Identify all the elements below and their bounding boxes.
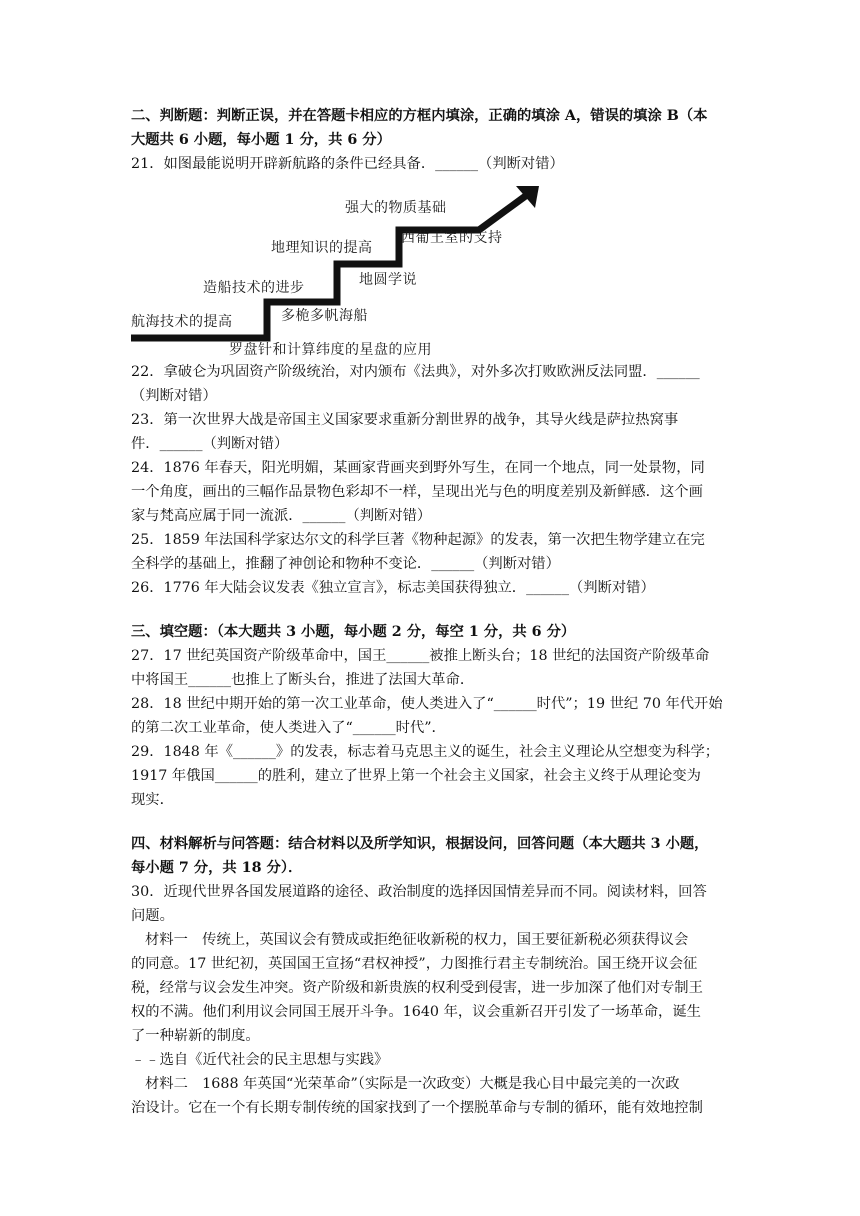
material-1-line5: 了一种崭新的制度。 xyxy=(131,1028,260,1044)
question-22-line2: （判断对错） xyxy=(131,388,217,404)
material-2-line1: 材料二 1688 年英国“光荣革命”（实际是一次政变）大概是我心目中最完美的一次政 xyxy=(145,1076,680,1092)
label-multi-mast-ships: 多桅多帆海船 xyxy=(281,308,368,324)
material-2-line2: 治设计。它在一个有长期专制传统的国家找到了一个摆脱革命与专制的循环，能有效地控制 xyxy=(131,1100,703,1116)
question-23-line2: 件．______（判断对错） xyxy=(131,436,289,452)
label-shipbuilding: 造船技术的进步 xyxy=(203,280,305,296)
question-29-line1: 29．1848 年《______》的发表，标志着马克思主义的诞生，社会主义理论从空想变为科学； xyxy=(131,744,720,760)
material-1-line4: 权的不满。他们利用议会同国王展开斗争。1640 年，议会重新召开引发了一场革命，诞生 xyxy=(131,1004,701,1020)
question-24-line1: 24．1876 年春天，阳光明媚，某画家背画夹到野外写生，在同一个地点，同一处景物，同 xyxy=(131,460,705,476)
question-28-line1: 28．18 世纪中期开始的第一次工业革命，使人类进入了“______时代”；19 世纪 70 年代开始 xyxy=(131,696,723,712)
question-28-line2: 的第二次工业革命，使人类进入了“______时代”． xyxy=(131,720,446,736)
section4-header-line1: 四、材料解析与问答题：结合材料以及所学知识，根据设问，回答问题（本大题共 3 小题， xyxy=(131,836,709,852)
question-30-line2: 问题。 xyxy=(131,908,174,924)
label-material-basis: 强大的物质基础 xyxy=(345,200,447,216)
section2-header-line2: 大题共 6 小题，每小题 1 分，共 6 分） xyxy=(131,132,391,148)
question-22-line1: 22．拿破仑为巩固资产阶级统治，对内颁布《法典》，对外多次打败欧洲反法同盟．______ xyxy=(131,364,700,380)
document-page xyxy=(131,104,731,1120)
section-gap xyxy=(131,600,731,620)
question-25-line2: 全科学的基础上，推翻了神创论和物种不变论．______（判断对错） xyxy=(131,556,560,572)
question-23-line1: 23．第一次世界大战是帝国主义国家要求重新分割世界的战争，其导火线是萨拉热窝事 xyxy=(131,412,679,428)
section2-header-line1: 二、判断题：判断正误，并在答题卡相应的方框内填涂，正确的填涂 A，错误的填涂 B（本 xyxy=(131,108,708,124)
material-1-source: ﹣﹣选自《近代社会的民主思想与实践》 xyxy=(131,1052,389,1068)
question-25-line1: 25．1859 年法国科学家达尔文的科学巨著《物种起源》的发表，第一次把生物学建立在完 xyxy=(131,532,705,548)
section3-header: 三、填空题：（本大题共 3 小题，每小题 2 分，每空 1 分，共 6 分） xyxy=(131,624,576,640)
question-26: 26．1776 年大陆会议发表《独立宣言》，标志美国获得独立．______（判断对错） xyxy=(131,580,655,596)
label-navigation-tech: 航海技术的提高 xyxy=(131,314,233,330)
material-1-line1: 材料一 传统上，英国议会有赞成或拒绝征收新税的权力，国王要征新税必须获得议会 xyxy=(145,932,689,948)
label-compass-astrolabe: 罗盘针和计算纬度的星盘的应用 xyxy=(229,342,432,358)
section-gap xyxy=(131,812,731,832)
question-29-line2: 1917 年俄国______的胜利，建立了世界上第一个社会主义国家，社会主义终于从理论变为 xyxy=(131,768,701,784)
label-royal-support: 西葡王室的支持 xyxy=(401,230,503,246)
staircase-figure xyxy=(131,178,551,360)
question-24-line2: 一个角度，画出的三幅作品景物色彩却不一样，呈现出光与色的明度差别及新鲜感．这个画 xyxy=(131,484,703,500)
material-1-line3: 税，经常与议会发生冲突。资产阶级和新贵族的权利受到侵害，进一步加深了他们对专制王 xyxy=(131,980,703,996)
question-27-line2: 中将国王______也推上了断头台，推进了法国大革命． xyxy=(131,672,475,688)
question-27-line1: 27．17 世纪英国资产阶级革命中，国王______被推上断头台；18 世纪的法国资产阶级革命 xyxy=(131,648,710,664)
question-29-line3: 现实． xyxy=(131,792,174,808)
material-1-line2: 的同意。17 世纪初，英国国王宣扬“君权神授”，力图推行君主专制统治。国王绕开议会征 xyxy=(131,956,698,972)
question-30-line1: 30．近现代世界各国发展道路的途径、政治制度的选择因国情差异而不同。阅读材料，回答 xyxy=(131,884,707,900)
label-round-earth-theory: 地圆学说 xyxy=(359,272,417,288)
section4-header-line2: 每小题 7 分，共 18 分）． xyxy=(131,860,303,876)
question-21: 21．如图最能说明开辟新航路的条件已经具备．______（判断对错） xyxy=(131,156,564,172)
label-geography-knowledge: 地理知识的提高 xyxy=(271,240,373,256)
question-24-line3: 家与梵高应属于同一流派．______（判断对错） xyxy=(131,508,432,524)
